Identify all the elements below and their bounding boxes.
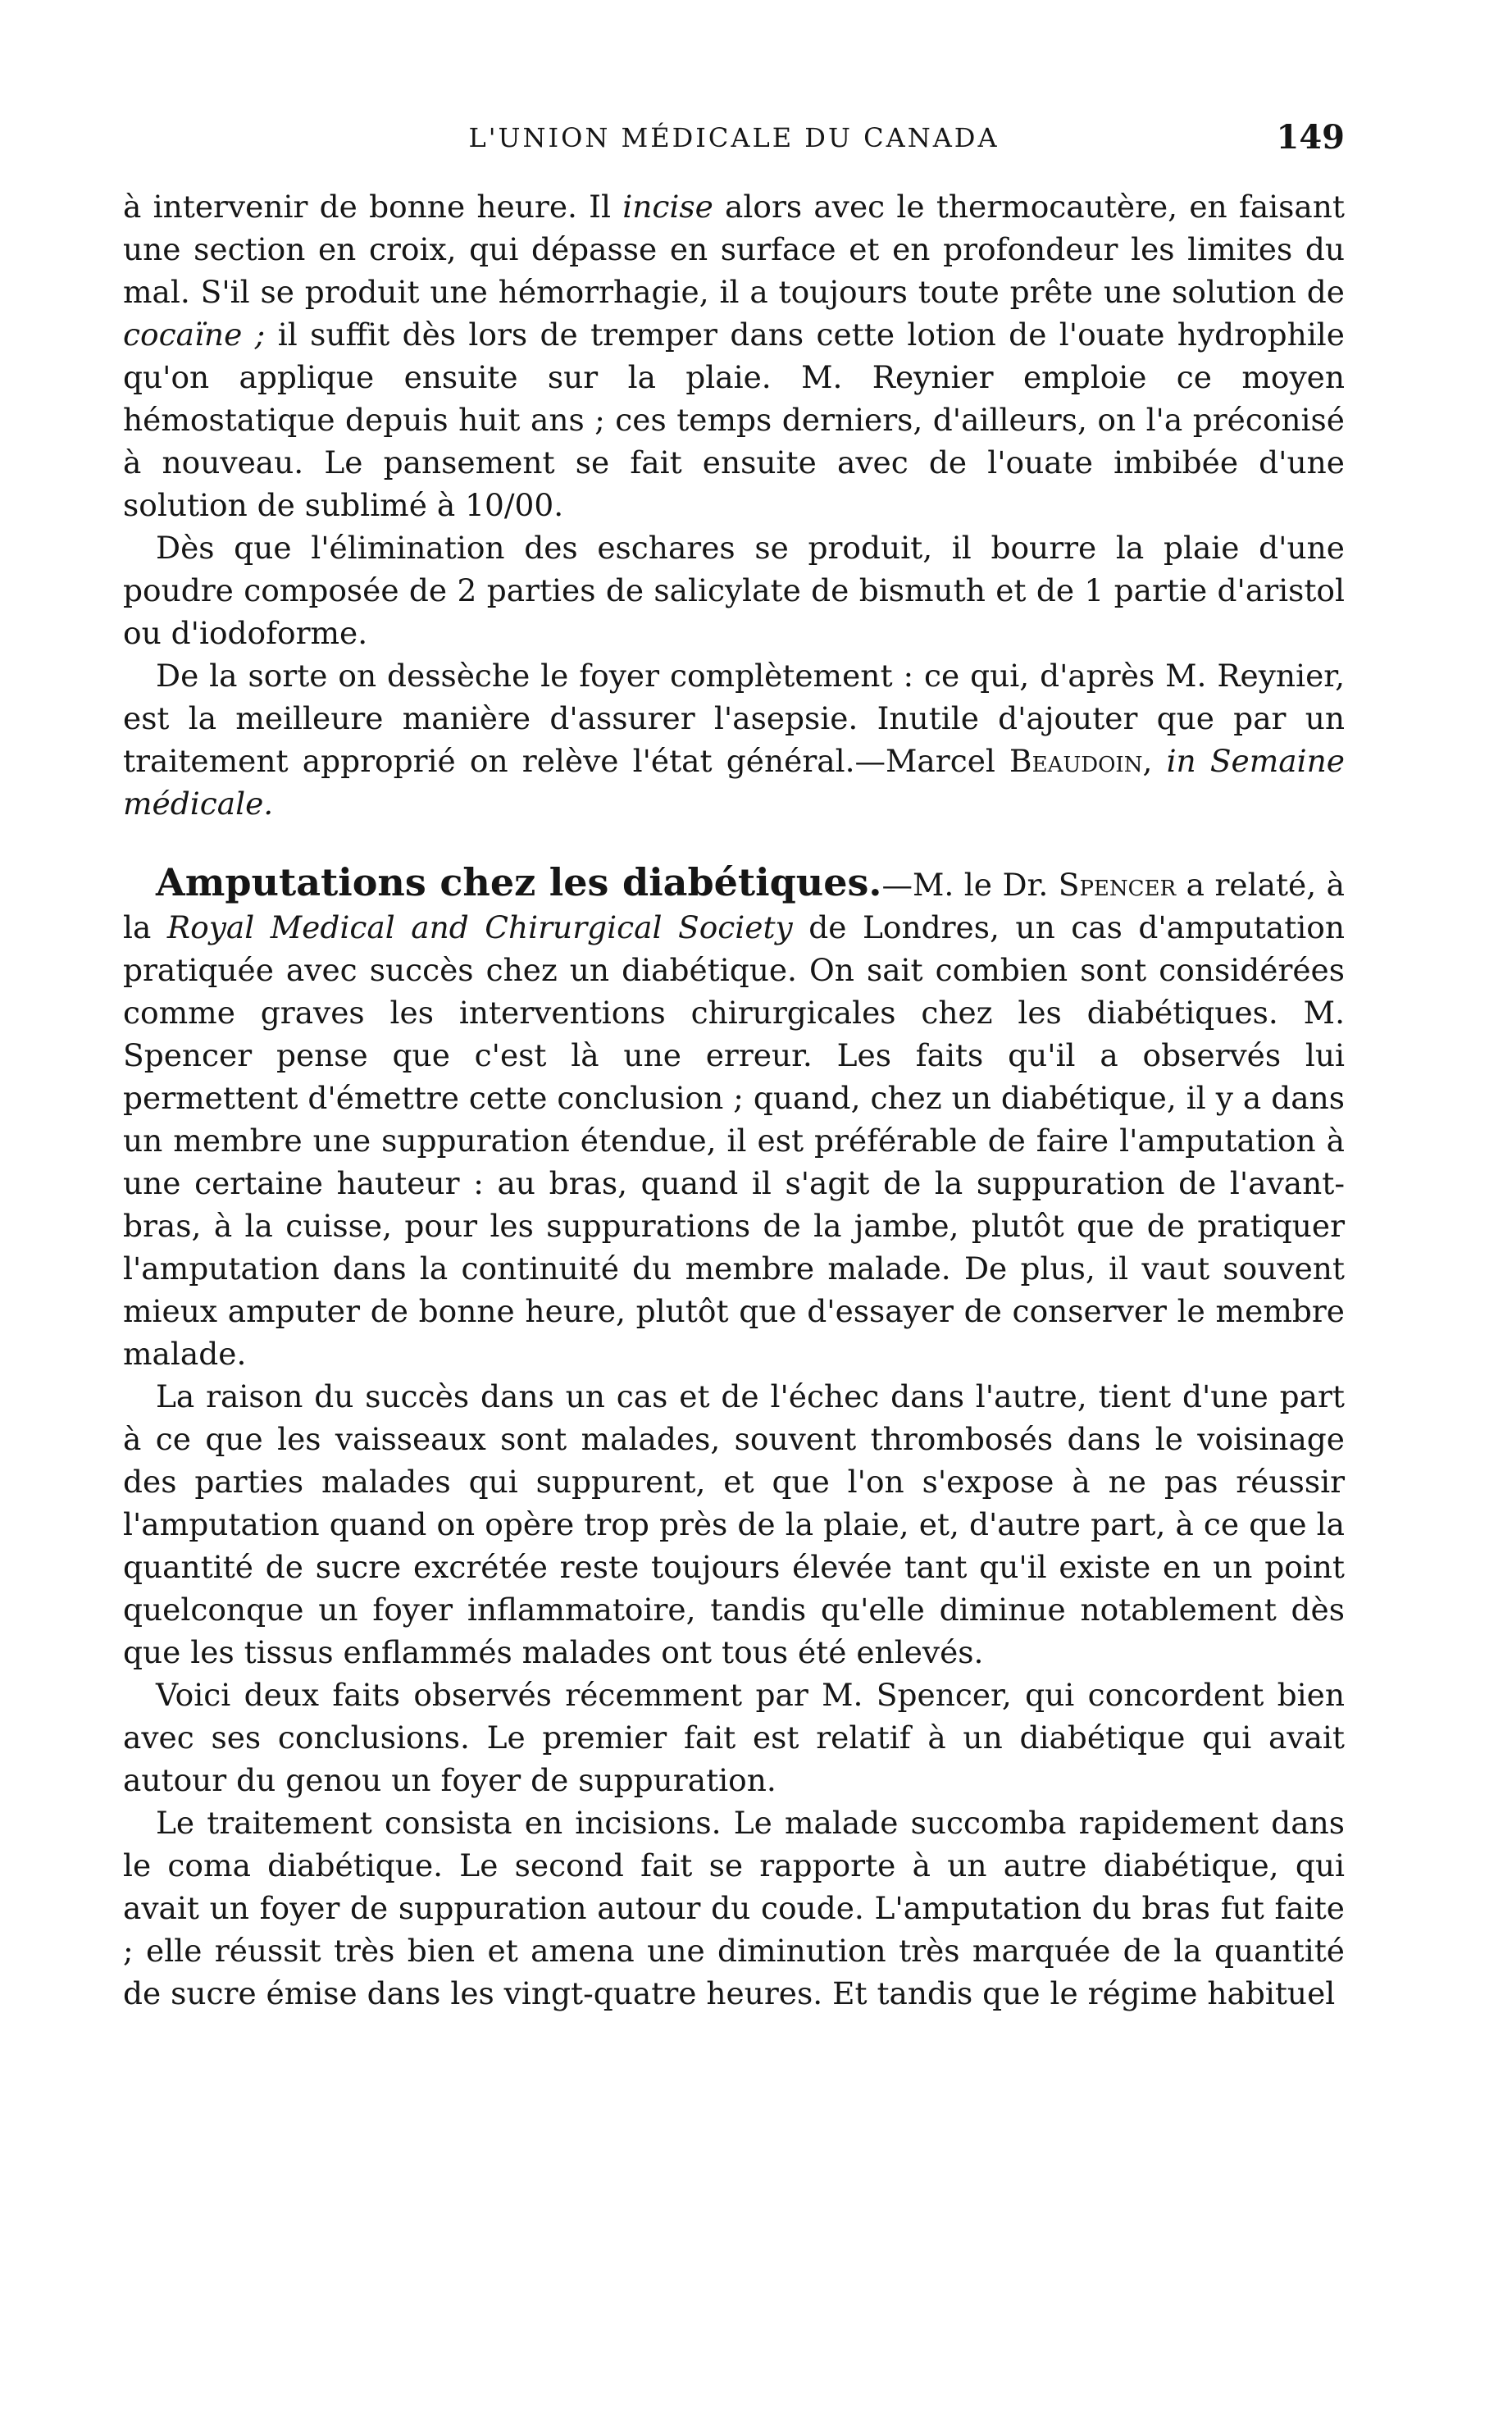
text-run: , <box>1142 743 1167 779</box>
text-run: De la sorte on dessèche le foyer complètement : ce qui, d'après M. Reynier, est la meilleure manière d'assurer l'asepsie. Inutile d'ajouter que par un traitement approprié on relève l'état général.—Marcel <box>123 658 1345 779</box>
section-title: Amputations chez les diabétiques. <box>156 860 882 904</box>
page-number: 149 <box>1276 118 1345 157</box>
paragraph-5: La raison du succès dans un cas et de l'échec dans l'autre, tient d'une part à ce que les vaisseaux sont malades, souvent thrombosés dans le voisinage des parties malades qui suppurent, et que l'on s'expose à ne pas réussir l'amputation quand on opère trop près de la plaie, et, d'autre part, à ce que la quantité de sucre excrétée reste toujours élevée tant qu'il existe en un point quelconque un foyer inflammatoire, tandis qu'elle diminue notablement dès que les tissus enflammés malades ont tous été enlevés. <box>123 1378 1345 1670</box>
italic-run: cocaïne ; <box>123 317 266 353</box>
text-run: alors avec le thermocautère, en faisant une section en croix, qui dépasse en surface et en profondeur les limites du mal. S'il se produit une hémorrhagie, il a toujours toute prête une solution de <box>123 189 1345 310</box>
paragraph-4 <box>123 861 1345 1375</box>
text-run: de Londres, un cas d'amputation pratiquée avec succès chez un diabétique. On sait combien sont considérées comme graves les interventions chirurgicales chez les diabétiques. M. Spencer pense que c'est là une erreur. Les faits qu'il a observés lui permettent d'émettre cette conclusion ; quand, chez un diabétique, il y a dans un membre une suppuration étendue, il est préférable de faire l'amputation à une certaine hauteur : au bras, quand il s'agit de la suppuration de l'avant-bras, à la cuisse, pour les suppurations de la jambe, plutôt que de pratiquer l'amputation dans la continuité du membre malade. De plus, il vaut souvent mieux amputer de bonne heure, plutôt que d'essayer de conserver le membre malade. <box>123 909 1345 1372</box>
paragraph-6: Voici deux faits observés récemment par M. Spencer, qui concordent bien avec ses conclusions. Le premier fait est relatif à un diabétique qui avait autour du genou un foyer de suppuration. <box>123 1677 1345 1798</box>
italic-run: incise <box>622 189 713 225</box>
source-citation: in Semaine médicale. <box>123 743 1346 822</box>
paragraph-2: Dès que l'élimination des eschares se produit, il bourre la plaie d'une poudre composée de 2 parties de salicylate de bismuth et de 1 partie d'aristol ou d'iodoforme. <box>123 530 1345 651</box>
section-gap <box>123 825 1345 861</box>
text-run: —M. le Dr. <box>881 867 1059 903</box>
text-run: a relaté, à la <box>123 867 1345 945</box>
text-run: il suffit dès lors de tremper dans cette lotion de l'ouate hydrophile qu'on applique ensuite sur la plaie. M. Reynier emploie ce moyen hémostatique depuis huit ans ; ces temps derniers, d'ailleurs, on l'a préconisé à nouveau. Le pansement se fait ensuite avec de l'ouate imbibée d'une solution de sublimé à 10/00. <box>123 317 1345 523</box>
paragraph-3 <box>123 654 1345 825</box>
paragraph-1 <box>123 185 1345 526</box>
society-name: Royal Medical and Chirurgical Society <box>166 909 793 945</box>
author-name: Beaudoin <box>1009 743 1143 779</box>
running-title: L'UNION MÉDICALE DU CANADA <box>468 122 1000 153</box>
body-text <box>123 185 1345 2015</box>
author-name: Spencer <box>1058 867 1177 903</box>
text-run: à intervenir de bonne heure. Il <box>123 189 623 225</box>
paragraph-7: Le traitement consista en incisions. Le malade succomba rapidement dans le coma diabétique. Le second fait se rapporte à un autre diabétique, qui avait un foyer de suppuration autour du coude. L'amputation du bras fut faite ; elle réussit très bien et amena une diminution très marquée de la quantité de sucre émise dans les vingt-quatre heures. Et tandis que le régime habituel <box>123 1805 1345 2011</box>
page-header <box>123 113 1345 162</box>
